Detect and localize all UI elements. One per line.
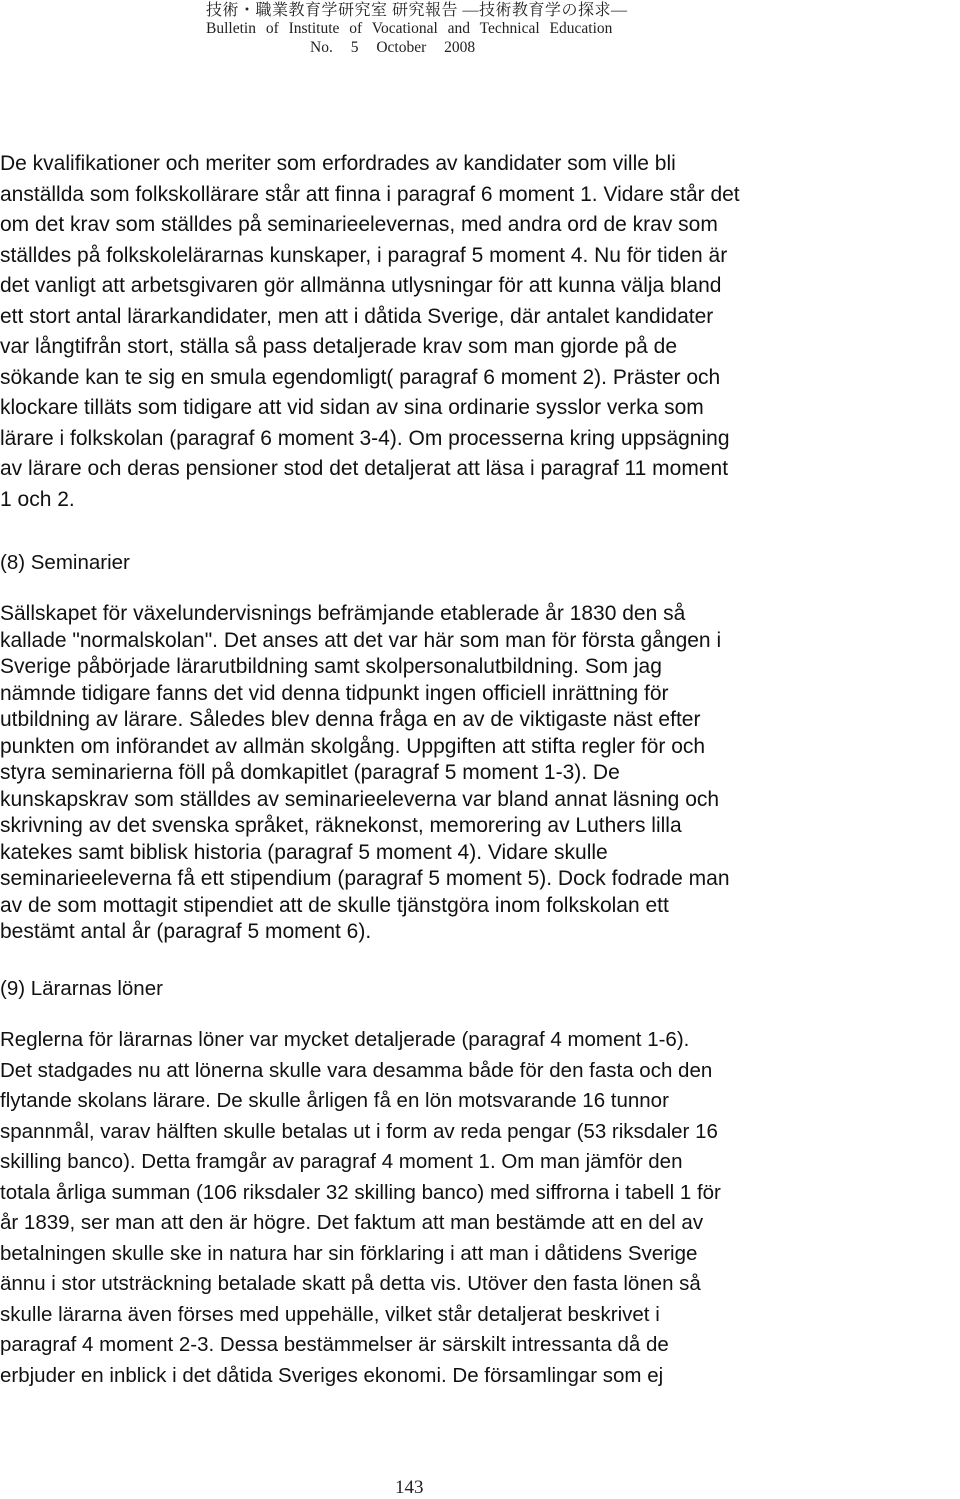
page-number: 143 xyxy=(395,1477,424,1498)
journal-title-english: Bulletin of Institute of Vocational and Technical Education xyxy=(206,20,613,37)
text-line: lärare i folkskolan (paragraf 6 moment 3-4). Om processerna kring uppsägning xyxy=(0,426,730,450)
text-line: kunskapskrav som ställdes av seminarieeleverna var bland annat läsning och xyxy=(0,787,720,811)
text-line: var långtifrån stort, ställa så pass detaljerade krav som man gjorde på de xyxy=(0,335,678,358)
text-line: styra seminarierna föll på domkapitlet (paragraf 5 moment 1-3). De xyxy=(0,761,620,784)
section-heading-lararnas-loner: (9) Lärarnas löner xyxy=(0,977,163,1000)
text-line: ställdes på folkskolelärarnas kunskaper, i paragraf 5 moment 4. Nu för tiden är xyxy=(0,243,728,267)
text-line: det vanligt att arbetsgivaren gör allmänna utlysningar för att kunna välja bland xyxy=(0,274,722,297)
text-line: utbildning av lärare. Således blev denna fråga en av de viktigaste näst efter xyxy=(0,708,701,731)
journal-issue: No. 5 October 2008 xyxy=(310,39,476,56)
text-line: totala årliga summan (106 riksdaler 32 skilling banco) med siffrorna i tabell 1 för xyxy=(0,1180,721,1204)
text-line: Det stadgades nu att lönerna skulle vara desamma både för den fasta och den xyxy=(0,1058,713,1082)
text-line: kallade "normalskolan". Det anses att det var här som man för första gången i xyxy=(0,628,722,652)
text-line: nämnde tidigare fanns det vid denna tidpunkt ingen officiell inrättning för xyxy=(0,681,669,705)
text-line: om det krav som ställdes på seminarieelevernas, med andra ord de krav som xyxy=(0,213,718,236)
text-line: av de som mottagit stipendiet att de skulle tjänstgöra inom folkskolan ett xyxy=(0,893,669,917)
text-line: år 1839, ser man att den är högre. Det faktum att man bestämde att en del av xyxy=(0,1211,704,1234)
text-line: De kvalifikationer och meriter som erfordrades av kandidater som ville bli xyxy=(0,152,676,175)
text-line: ett stort antal lärarkandidater, men att i dåtida Sverige, där antalet kandidater xyxy=(0,304,714,328)
text-line: bestämt antal år (paragraf 5 moment 6). xyxy=(0,920,372,943)
text-line: skrivning av det svenska språket, räknekonst, memorering av Luthers lilla xyxy=(0,814,682,837)
text-line: flytande skolans lärare. De skulle årligen få en lön motsvarande 16 tunnor xyxy=(0,1089,669,1112)
text-line: anställda som folkskollärare står att finna i paragraf 6 moment 1. Vidare står det xyxy=(0,182,740,206)
section-heading-seminarier: (8) Seminarier xyxy=(0,551,130,574)
text-line: katekes samt biblisk historia (paragraf 5 moment 4). Vidare skulle xyxy=(0,840,608,864)
text-line: 1 och 2. xyxy=(0,487,75,511)
text-line: spannmål, varav hälften skulle betalas ut i form av reda pengar (53 riksdaler 16 xyxy=(0,1119,718,1143)
text-line: sökande kan te sig en smula egendomligt( paragraf 6 moment 2). Präster och xyxy=(0,365,721,389)
text-line: Sällskapet för växelundervisnings befrämjande etablerade år 1830 den så xyxy=(0,602,686,625)
text-line: skilling banco). Detta framgår av paragraf 4 moment 1. Om man jämför den xyxy=(0,1150,683,1173)
text-line: ännu i stor utsträckning betalade skatt på detta vis. Utöver den fasta lönen så xyxy=(0,1272,701,1295)
journal-title-japanese: 技術・職業教育学研究室 研究報告 ―技術教育学の探求― xyxy=(206,2,628,19)
text-line: erbjuder en inblick i det dåtida Sveriges ekonomi. De församlingar som ej xyxy=(0,1363,664,1387)
text-line: klockare tilläts som tidigare att vid sidan av sina ordinarie sysslor verka som xyxy=(0,396,704,419)
text-line: av lärare och deras pensioner stod det detaljerat att läsa i paragraf 11 moment xyxy=(0,457,729,480)
text-line: skulle lärarna även förses med uppehälle, vilket står detaljerat beskrivet i xyxy=(0,1302,660,1326)
text-line: Sverige påbörjade lärarutbildning samt skolpersonalutbildning. Som jag xyxy=(0,655,662,678)
text-line: seminarieeleverna få ett stipendium (paragraf 5 moment 5). Dock fodrade man xyxy=(0,867,730,890)
text-line: punkten om införandet av allmän skolgång. Uppgiften att stifta regler för och xyxy=(0,734,706,758)
text-line: paragraf 4 moment 2-3. Dessa bestämmelser är särskilt intressanta då de xyxy=(0,1333,669,1356)
text-line: Reglerna för lärarnas löner var mycket detaljerade (paragraf 4 moment 1-6). xyxy=(0,1028,690,1051)
text-line: betalningen skulle ske in natura har sin förklaring i att man i dåtidens Sverige xyxy=(0,1241,698,1265)
